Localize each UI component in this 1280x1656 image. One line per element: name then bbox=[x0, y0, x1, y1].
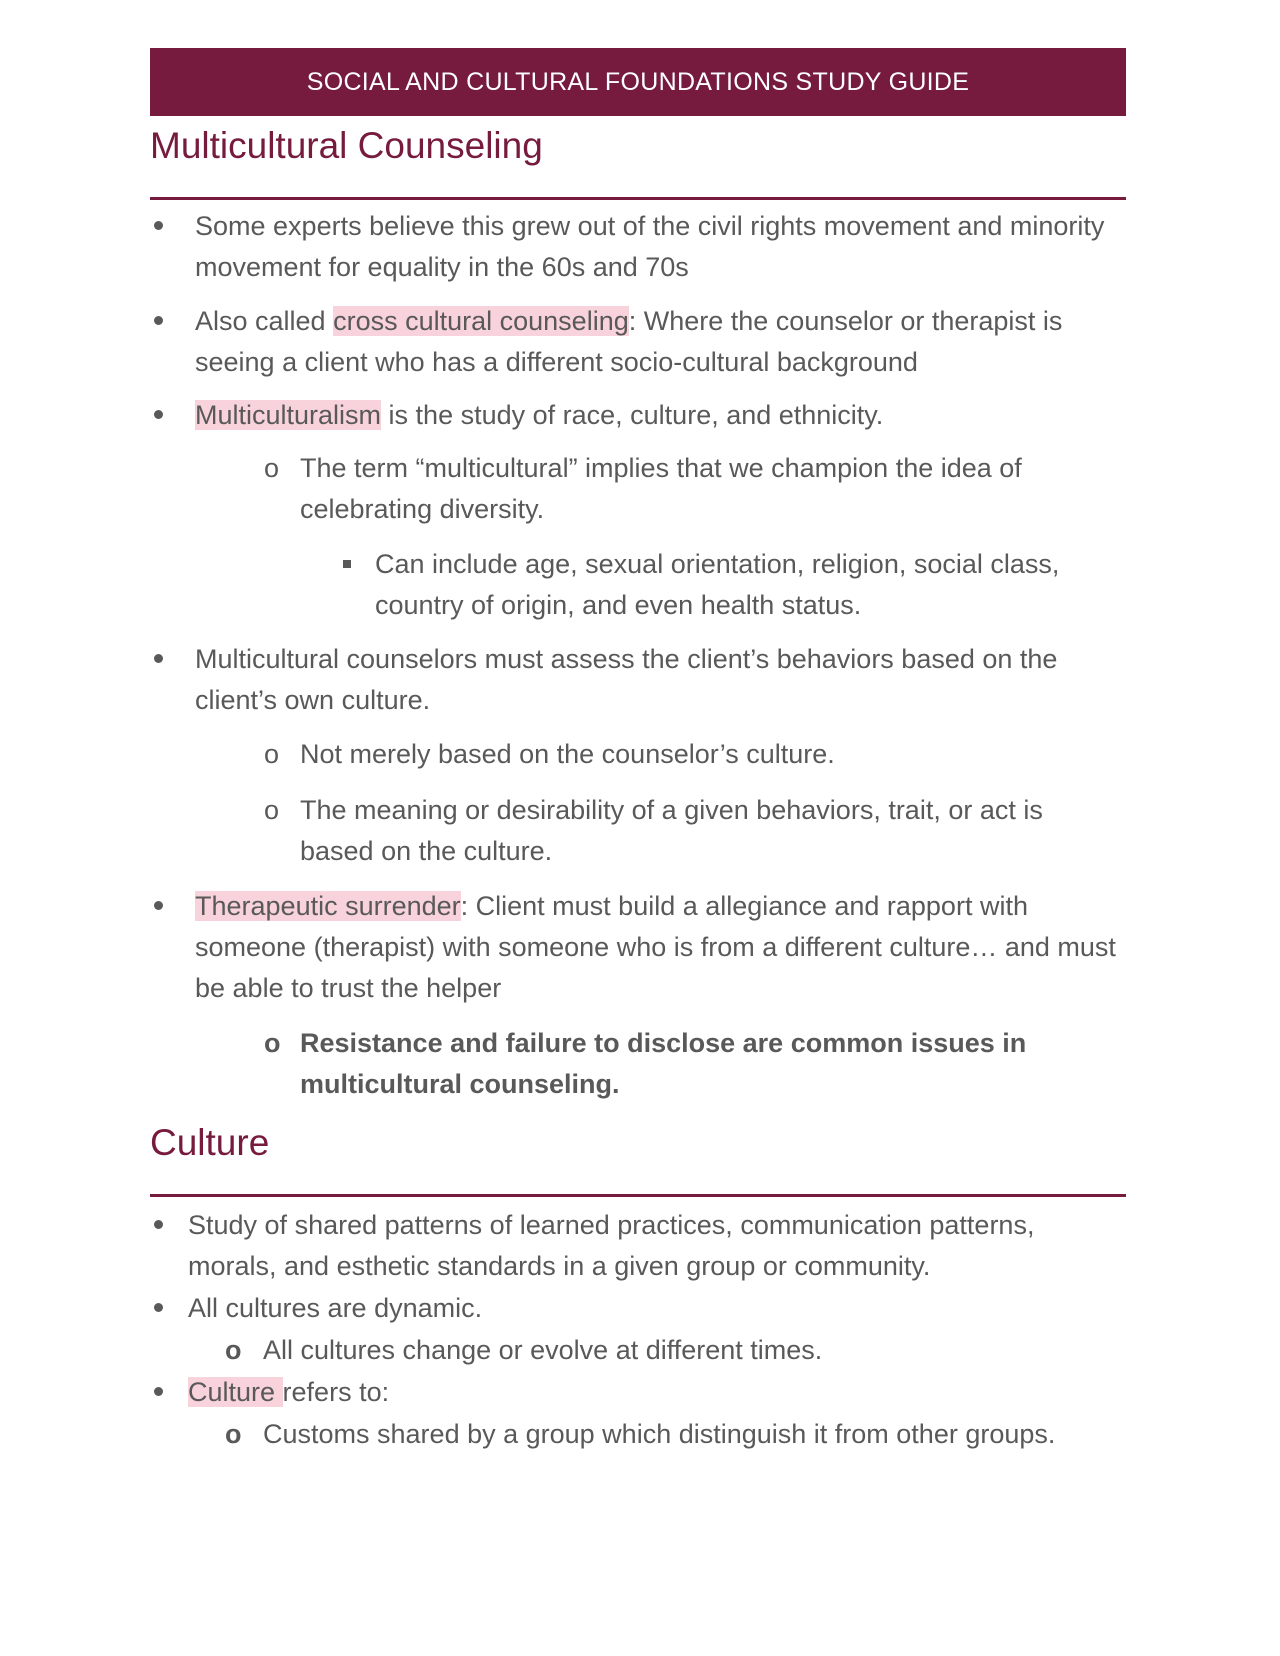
list-item bbox=[150, 301, 1126, 383]
list-item-text: Study of shared patterns of learned practices, communication patterns, morals, and esthetic standards in a given group or community. bbox=[188, 1210, 1035, 1281]
list-item-text: Multicultural counselors must assess the client’s behaviors based on the client’s own culture. bbox=[195, 644, 1058, 715]
sub-sub-list-item bbox=[150, 544, 1126, 626]
text-run: is the study of race, culture, and ethnicity. bbox=[381, 400, 884, 430]
highlighted-term: Therapeutic surrender bbox=[195, 891, 461, 921]
sub-list-item bbox=[150, 448, 1126, 530]
list-item bbox=[150, 1205, 1126, 1287]
hollow-bullet-icon: o bbox=[264, 453, 280, 483]
list-item bbox=[150, 1372, 1126, 1413]
list-item-text: Not merely based on the counselor’s culture. bbox=[300, 739, 835, 769]
hollow-bullet-icon: o bbox=[225, 1335, 242, 1365]
section-title-culture: Culture bbox=[150, 1122, 270, 1163]
bullet-icon bbox=[154, 901, 163, 910]
list-item bbox=[150, 639, 1126, 721]
list-item-text: Customs shared by a group which distinguish it from other groups. bbox=[263, 1419, 1056, 1449]
bullet-icon bbox=[154, 1303, 163, 1312]
bullet-icon bbox=[154, 1220, 163, 1229]
section-divider bbox=[150, 197, 1126, 200]
hollow-bullet-icon: o bbox=[264, 739, 280, 769]
bullet-icon bbox=[154, 654, 163, 663]
highlighted-term: cross cultural counseling bbox=[333, 306, 629, 336]
text-run: Also called bbox=[195, 306, 334, 336]
sub-list-item bbox=[150, 1330, 1126, 1371]
sub-list-item bbox=[150, 1414, 1126, 1455]
square-bullet-icon bbox=[343, 560, 351, 568]
section-divider bbox=[150, 1194, 1126, 1197]
hollow-bullet-icon: o bbox=[264, 795, 280, 825]
sub-list-item bbox=[150, 1023, 1126, 1105]
highlighted-term: Multiculturalism bbox=[195, 400, 382, 430]
list-item bbox=[150, 395, 1126, 436]
header-title: SOCIAL AND CULTURAL FOUNDATIONS STUDY GUIDE bbox=[306, 67, 970, 96]
text-run: refers to: bbox=[282, 1377, 390, 1407]
list-item-text: All cultures are dynamic. bbox=[188, 1293, 483, 1323]
list-item-text: Can include age, sexual orientation, religion, social class, country of origin, and even health status. bbox=[375, 549, 1060, 620]
hollow-bullet-icon: o bbox=[264, 1028, 281, 1058]
sub-list-item bbox=[150, 790, 1126, 872]
list-item-text: The meaning or desirability of a given behaviors, trait, or act is based on the culture. bbox=[300, 795, 1043, 866]
list-item-text: The term “multicultural” implies that we champion the idea of celebrating diversity. bbox=[300, 453, 1022, 524]
list-item-text bbox=[188, 1372, 1126, 1413]
list-item bbox=[150, 1288, 1126, 1329]
list-item-text bbox=[195, 886, 1126, 1009]
hollow-bullet-icon: o bbox=[225, 1419, 242, 1449]
list-item bbox=[150, 206, 1126, 288]
highlighted-term: Culture bbox=[188, 1377, 283, 1407]
list-item-text: Some experts believe this grew out of the civil rights movement and minority movement for equality in the 60s and 70s bbox=[195, 211, 1105, 282]
list-item-text bbox=[195, 301, 1126, 383]
text-run: : Client must build a allegiance and rapport with someone (therapist) with someone who is from a different culture… and must be able to trust the helper bbox=[195, 891, 1116, 1003]
list-item bbox=[150, 886, 1126, 1009]
bullet-icon bbox=[154, 316, 163, 325]
bullet-icon bbox=[154, 1387, 163, 1396]
list-item-text bbox=[195, 395, 1126, 436]
sub-list-item bbox=[150, 734, 1126, 775]
document-header-banner bbox=[150, 48, 1126, 116]
bullet-icon bbox=[154, 410, 163, 419]
list-item-text: Resistance and failure to disclose are common issues in multicultural counseling. bbox=[300, 1028, 1027, 1099]
bullet-icon bbox=[154, 221, 163, 230]
list-item-text: All cultures change or evolve at different times. bbox=[263, 1335, 823, 1365]
text-run: : Where the counselor or therapist is seeing a client who has a different socio-cultural background bbox=[195, 306, 1063, 377]
section-title-multicultural-counseling: Multicultural Counseling bbox=[150, 125, 543, 166]
